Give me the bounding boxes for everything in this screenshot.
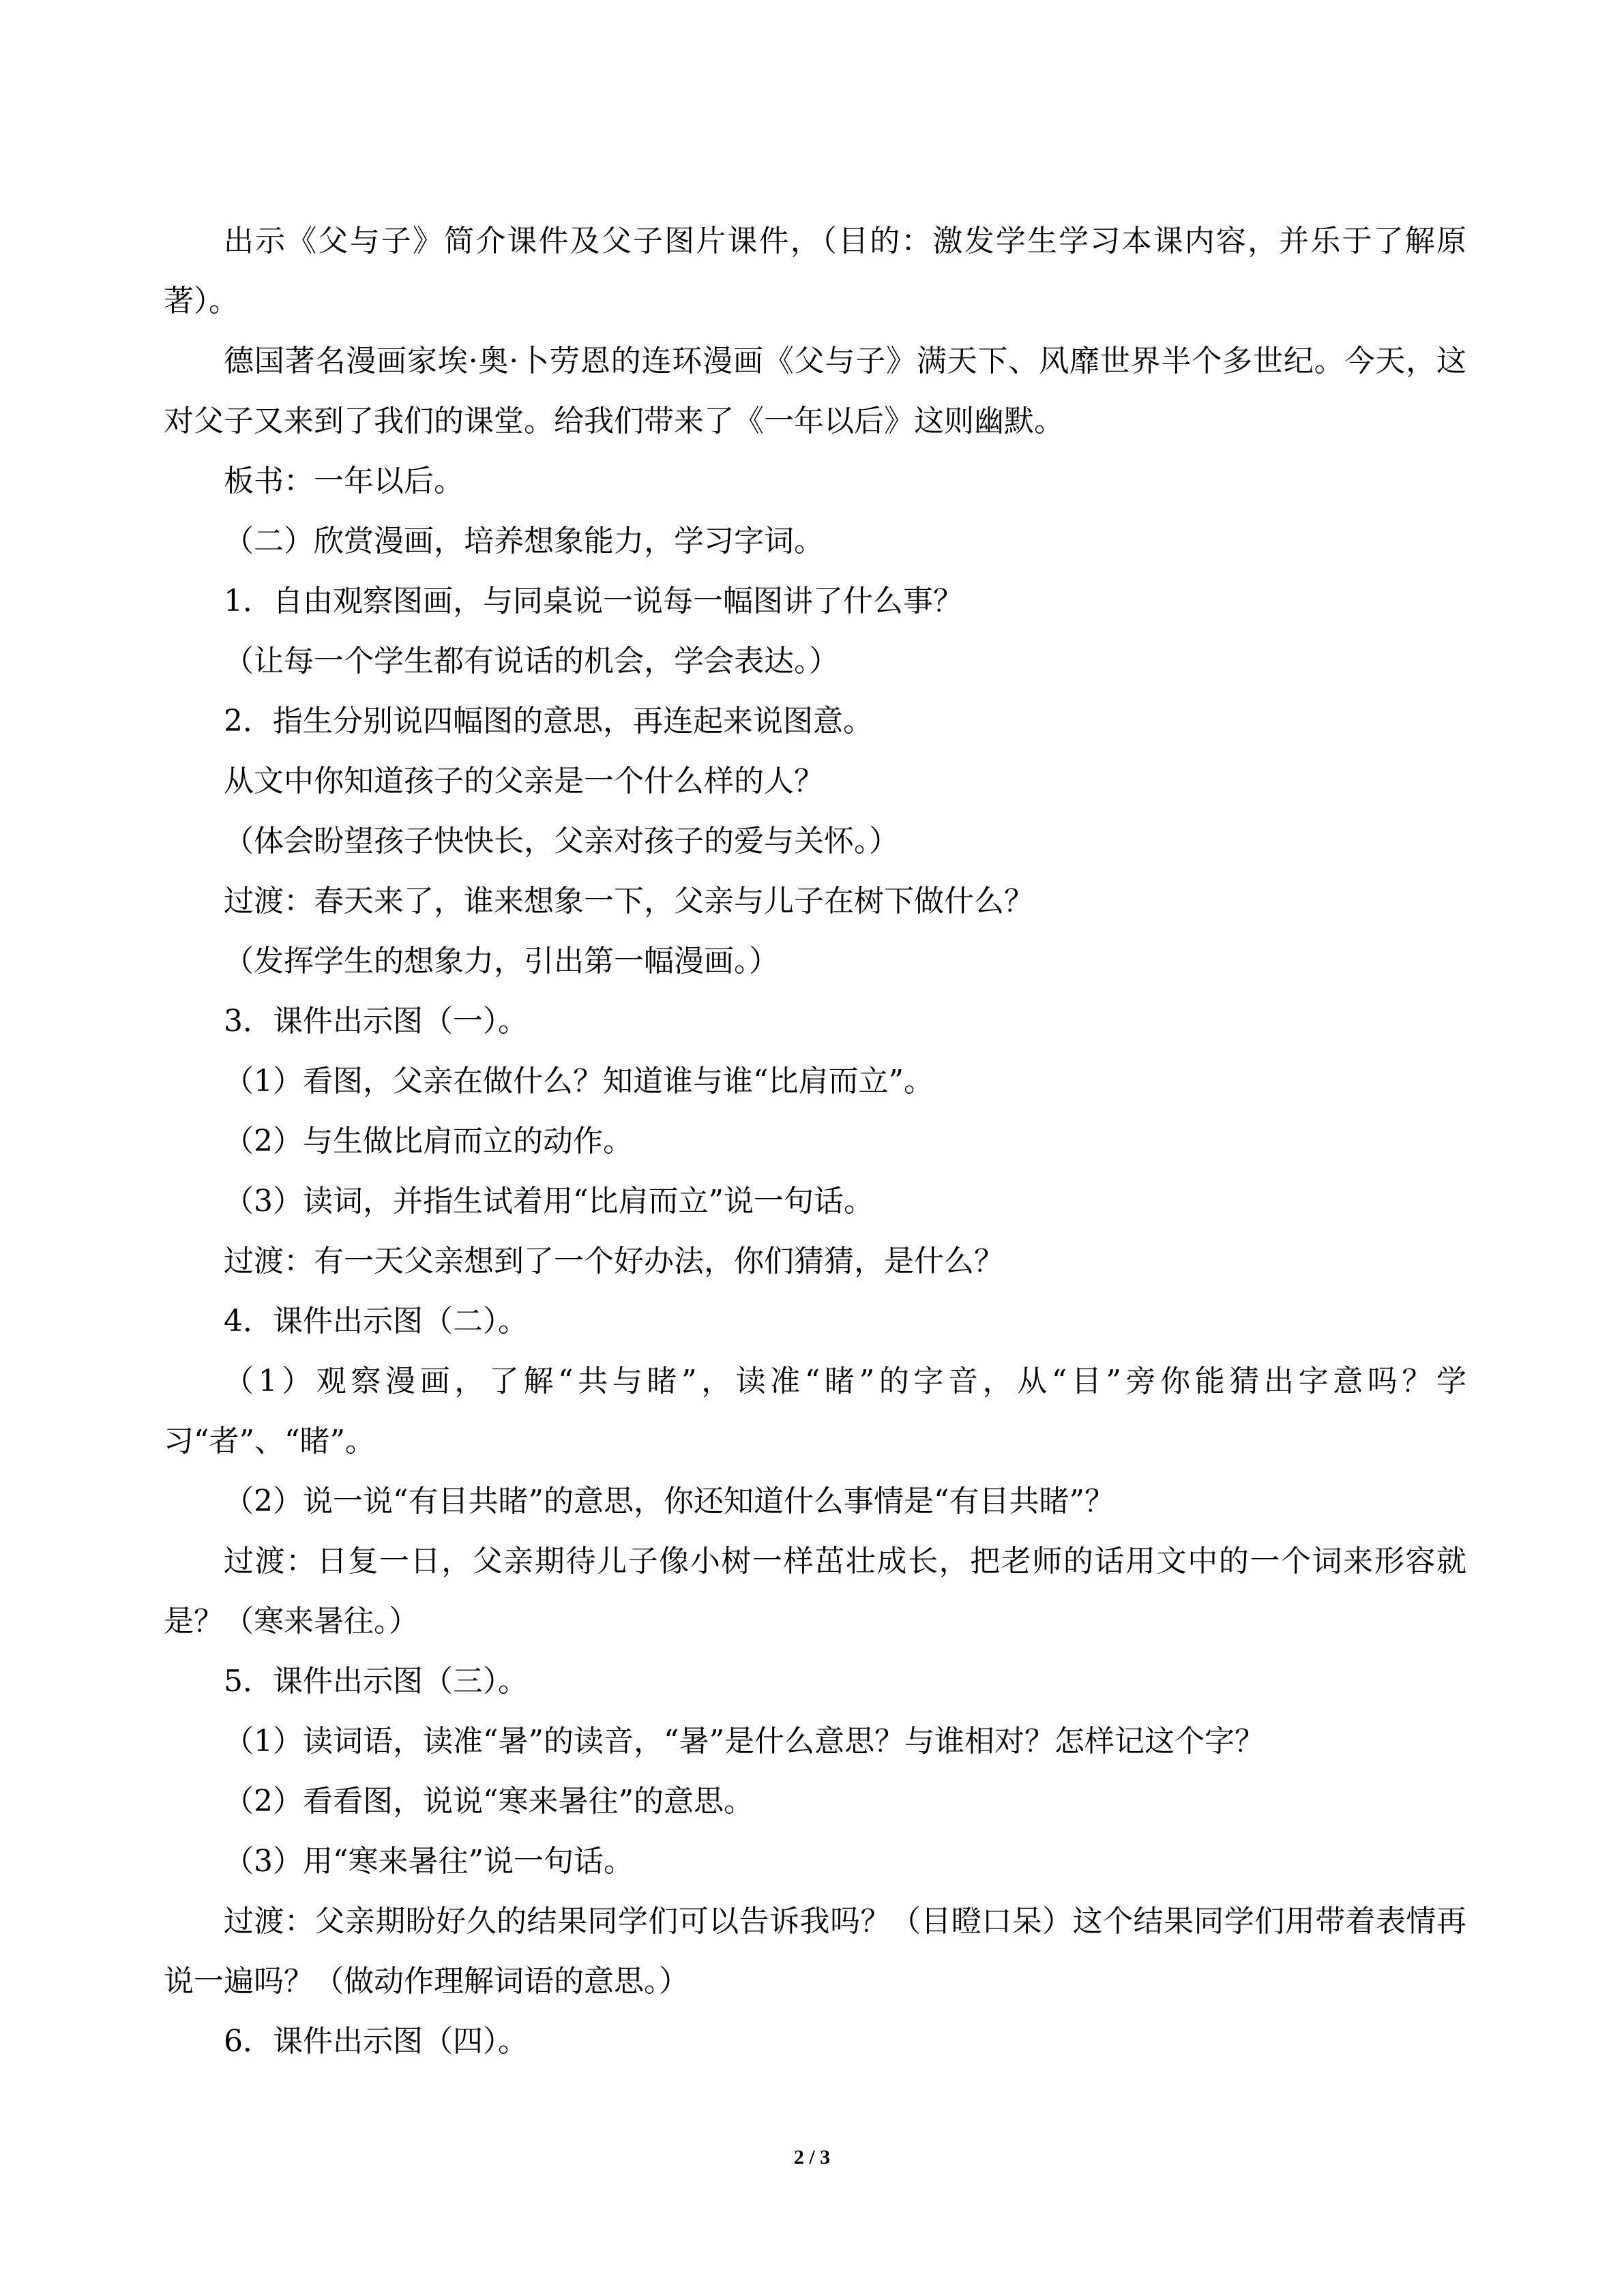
paragraph: （1）读词语，读准“暑”的读音，“暑”是什么意思？与谁相对？怎样记这个字？ [224,1724,1265,1759]
paragraph: （发挥学生的想象力，引出第一幅漫画。） [224,944,779,979]
paragraph: （1）看图，父亲在做什么？知道谁与谁“比肩而立”。 [224,1064,934,1099]
paragraph: 6．课件出示图（四）。 [224,2024,528,2059]
paragraph: 过渡：春天来了，谁来想象一下，父亲与儿子在树下做什么？ [224,884,1034,919]
paragraph: （1）观察漫画，了解“共与睹”，读准“睹”的字音，从“目”旁你能猜出字意吗？学习“者”、“睹”。 [164,1364,1466,1459]
paragraph: 出示《父与子》简介课件及父子图片课件，（目的：激发学生学习本课内容，并乐于了解原著）。 [164,224,1466,318]
paragraph: 过渡：日复一日，父亲期待儿子像小树一样茁壮成长，把老师的话用文中的一个词来形容就是？（寒来暑往。） [164,1544,1466,1639]
document-body [164,211,1466,2072]
paragraph: 过渡：有一天父亲想到了一个好办法，你们猜猜，是什么？ [224,1244,1004,1279]
paragraph: 5．课件出示图（三）。 [224,1664,528,1699]
paragraph: 1．自由观察图画，与同桌说一说每一幅图讲了什么事？ [224,584,963,618]
paragraph: （2）看看图，说说“寒来暑往”的意思。 [224,1784,754,1819]
paragraph: （让每一个学生都有说话的机会，学会表达。） [224,644,839,679]
paragraph: （体会盼望孩子快快长，父亲对孩子的爱与关怀。） [224,824,899,859]
section-heading: （二）欣赏漫画，培养想象能力，学习字词。 [224,524,824,558]
paragraph: （2）与生做比肩而立的动作。 [224,1124,633,1159]
paragraph: 过渡：父亲期盼好久的结果同学们可以告诉我吗？（目瞪口呆）这个结果同学们用带着表情再说一遍吗？（做动作理解词语的意思。） [164,1904,1466,1999]
paragraph: 3．课件出示图（一）。 [224,1004,528,1039]
paragraph: 从文中你知道孩子的父亲是一个什么样的人？ [224,764,824,799]
paragraph: （3）用“寒来暑往”说一句话。 [224,1844,634,1879]
paragraph: 2．指生分别说四幅图的意思，再连起来说图意。 [224,704,873,739]
page-number: 2 / 3 [793,2146,831,2168]
paragraph: 4．课件出示图（二）。 [224,1304,528,1339]
paragraph: （3）读词，并指生试着用“比肩而立”说一句话。 [224,1184,874,1219]
paragraph: 德国著名漫画家埃·奥·卜劳恩的连环漫画《父与子》满天下、风靡世界半个多世纪。今天，这对父子又来到了我们的课堂。给我们带来了《一年以后》这则幽默。 [164,344,1466,438]
paragraph: 板书：一年以后。 [224,464,464,498]
paragraph: （2）说一说“有目共睹”的意思，你还知道什么事情是“有目共睹”？ [224,1484,1114,1519]
